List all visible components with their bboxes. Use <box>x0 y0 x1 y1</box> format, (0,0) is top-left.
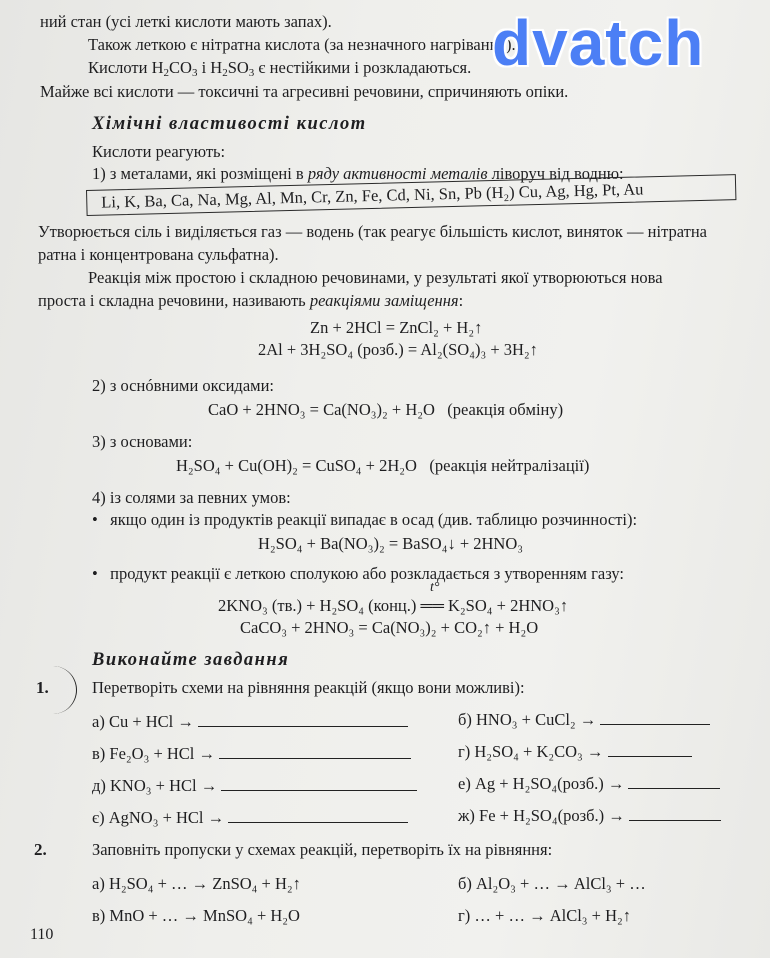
task-1-e: е) Ag + H₂SO₄(розб.) → <box>458 774 720 794</box>
tasks-title: Виконайте завдання <box>92 650 290 670</box>
task-1-g: г) H₂SO₄ + K₂CO₃ → <box>458 742 692 762</box>
item-2-oxides: 2) з оснóвними оксидами: <box>92 376 275 395</box>
section-title: Хімічні властивості кислот <box>92 114 367 134</box>
equation-cao-hno3: CaO + 2HNO₃ = Ca(NO₃)₂ + H₂O (реакція обміну) <box>208 400 564 419</box>
task-1-v: в) Fe₂O₃ + HCl → <box>92 744 411 764</box>
salt-line-2: ратна і концентрована сульфатна). <box>38 245 279 264</box>
reaction-line-2: проста і складна речовини, називають реакціями заміщення: <box>38 291 464 310</box>
equation-baso4: H₂SO₄ + Ba(NO₃)₂ = BaSO₄↓ + 2HNO₃ <box>258 534 524 553</box>
bullet-gas: • продукт реакції є леткою сполукою або розкладається з утворенням газу: <box>92 564 624 583</box>
acids-react-line: Кислоти реагують: <box>92 142 226 161</box>
equation-kno3: 2KNO₃ (тв.) + H₂SO₄ (конц.) ══ K₂SO₄ + 2HNO₃↑ <box>218 596 569 615</box>
temperature-mark: t° <box>430 580 440 595</box>
bullet-precipitate: • якщо один із продуктів реакції випадає в осад (див. таблицю розчинності): <box>92 510 638 529</box>
task-1-d: д) KNO₃ + HCl → <box>92 776 417 796</box>
intro-line-4: Майже всі кислоти — токсичні та агресивні речовини, спричиняють опіки. <box>40 82 569 101</box>
salt-line-1: Утворюється сіль і виділяється газ — водень (так реагує більшість кислот, виняток — нітратна <box>38 222 707 241</box>
equation-caco3: CaCO₃ + 2HNO₃ = Ca(NO₃)₂ + CO₂↑ + H₂O <box>240 618 539 637</box>
equation-al-h2so4: 2Al + 3H₂SO₄ (розб.) = Al₂(SO₄)₃ + 3H₂↑ <box>258 340 538 359</box>
item-4-salts: 4) із солями за певних умов: <box>92 488 291 507</box>
metals-activity-series: Li, K, Ba, Ca, Na, Mg, Al, Mn, Cr, Zn, Fe, Cd, Ni, Sn, Pb (H₂) Cu, Ag, Hg, Pt, Au <box>101 179 644 212</box>
task-1-text: Перетворіть схеми на рівняння реакцій (якщо вони можливі): <box>92 678 525 697</box>
item-1-metals: 1) з металами, які розміщені в ряду активності металів ліворуч від водню: <box>92 164 624 183</box>
task-2-v: в) MnO + … → MnSO₄ + H₂O <box>92 906 300 925</box>
task-1-b: б) HNO₃ + CuCl₂ → <box>458 710 710 730</box>
page-number: 110 <box>30 926 54 943</box>
equation-neutralization: H₂SO₄ + Cu(OH)₂ = CuSO₄ + 2H₂O (реакція нейтралізації) <box>176 456 590 475</box>
task-1-number: 1. <box>36 678 49 697</box>
watermark-logo: dvatch <box>492 7 705 79</box>
reaction-line-1: Реакція між простою і складною речовинами, у результаті якої утворюються нова <box>88 268 663 287</box>
task-2-b: б) Al₂O₃ + … → AlCl₃ + … <box>458 874 646 893</box>
task-1-zh: ж) Fe + H₂SO₄(розб.) → <box>458 806 721 826</box>
intro-line-3: Кислоти $H_2CO_3$ і $H_2SO_3$ є нестійкими і розкладаються. <box>88 58 472 79</box>
task-1-ye: є) AgNO₃ + HCl → <box>92 808 408 828</box>
intro-line-2: Також леткою є нітратна кислота (за незначного нагрівання). <box>88 35 516 54</box>
task-2-number: 2. <box>34 840 47 859</box>
task-2-a: а) H₂SO₄ + … → ZnSO₄ + H₂↑ <box>92 874 301 893</box>
intro-line-1: ний стан (усі леткі кислоти мають запах). <box>40 12 332 31</box>
equation-zn-hcl: Zn + 2HCl = ZnCl₂ + H₂↑ <box>310 318 483 337</box>
item-3-bases: 3) з основами: <box>92 432 193 451</box>
task-2-g: г) … + … → AlCl₃ + H₂↑ <box>458 906 632 925</box>
task-1-a: а) Cu + HCl → <box>92 712 408 732</box>
task-2-text: Заповніть пропуски у схемах реакцій, перетворіть їх на рівняння: <box>92 840 553 859</box>
